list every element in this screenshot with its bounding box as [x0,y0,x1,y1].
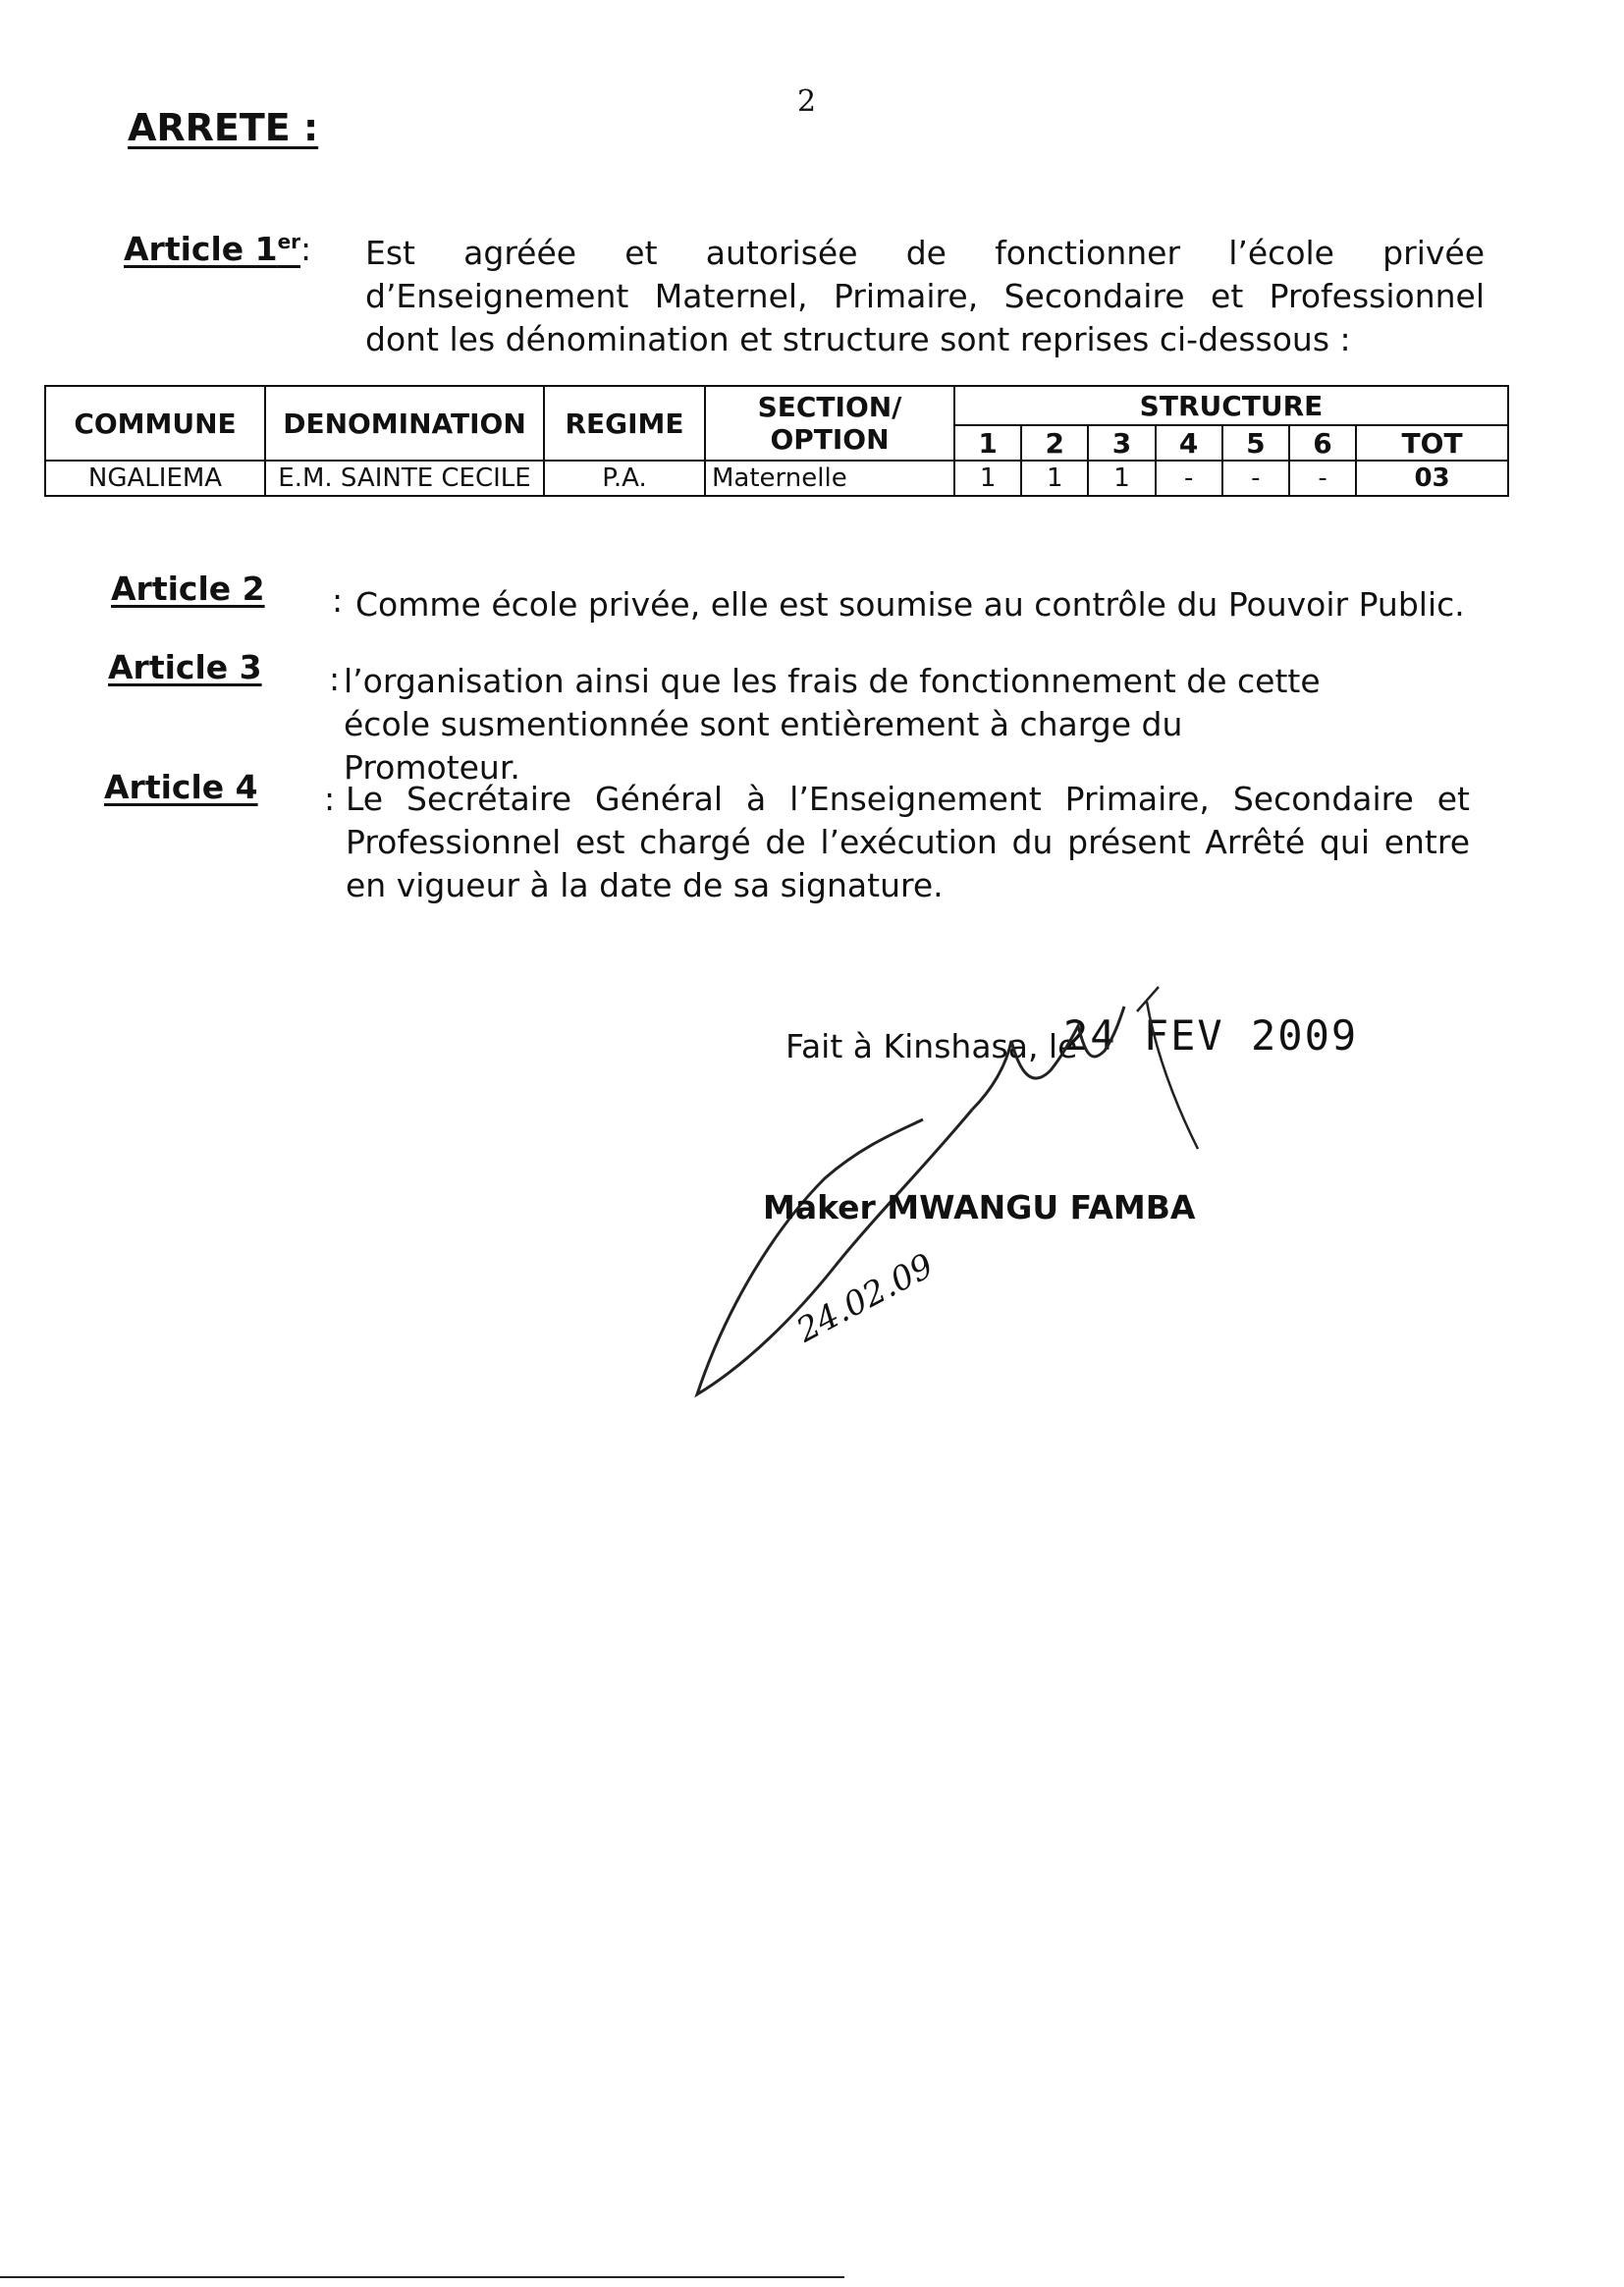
cell-structure-total: 03 [1356,461,1508,496]
structure-col: 1 [954,425,1021,461]
article-2-label: Article 2 [111,570,265,608]
article-2-colon: : [332,581,344,620]
structure-col: 6 [1289,425,1356,461]
col-commune: COMMUNE [45,386,265,461]
cell-commune: NGALIEMA [45,461,265,496]
cell-structure: 1 [1021,461,1088,496]
cell-structure: - [1156,461,1222,496]
table-row [45,461,1508,496]
signature-date-stamp: 24 FEV 2009 [1063,1011,1359,1060]
article-4-colon: : [324,780,336,818]
article-1-colon: : [300,230,312,268]
article-2-text: Comme école privée, elle est soumise au contrôle du Pouvoir Public. [355,585,1465,624]
signature-handwritten-date: 24.02.09 [790,1245,941,1351]
structure-col: TOT [1356,425,1508,461]
structure-col: 3 [1088,425,1155,461]
page-number: 2 [797,84,817,119]
article-3-text: l’organisation ainsi que les frais de fonctionnement de cette école susmentionnée sont entièrement à charge du Promoteur. [344,662,1321,787]
col-structure: STRUCTURE [954,386,1508,425]
signer-name: Maker MWANGU FAMBA [763,1188,1196,1226]
article-1-label: Article 1er [124,230,301,268]
cell-structure: - [1289,461,1356,496]
cell-denomination: E.M. SAINTE CECILE [265,461,544,496]
col-denomination: DENOMINATION [265,386,544,461]
article-3-label: Article 3 [108,648,262,686]
article-1-text: Est agréée et autorisée de fonctionner l’école privée d’Enseignement Maternel, Primaire, Secondaire et Professionnel dont les dénomination et structure sont reprises ci-dessous : [365,234,1485,358]
structure-table [44,385,1509,497]
col-section: SECTION/ OPTION [705,386,954,461]
col-regime: REGIME [544,386,705,461]
cell-structure: 1 [954,461,1021,496]
document-heading: ARRETE : [128,106,319,149]
article-4-text: Le Secrétaire Général à l’Enseignement Primaire, Secondaire et Professionnel est chargé de l’exécution du présent Arrêté qui entre en vigueur à la date de sa signature. [346,780,1470,904]
cell-regime: P.A. [544,461,705,496]
signature-place: Fait à Kinshasa, le [785,1027,1078,1065]
cell-structure: 1 [1088,461,1155,496]
cell-section: Maternelle [705,461,954,496]
structure-col: 2 [1021,425,1088,461]
scan-edge-line [0,2276,844,2278]
article-4-label: Article 4 [104,768,258,806]
cell-structure: - [1222,461,1289,496]
structure-col: 4 [1156,425,1222,461]
structure-col: 5 [1222,425,1289,461]
article-3-colon: : [329,660,341,698]
